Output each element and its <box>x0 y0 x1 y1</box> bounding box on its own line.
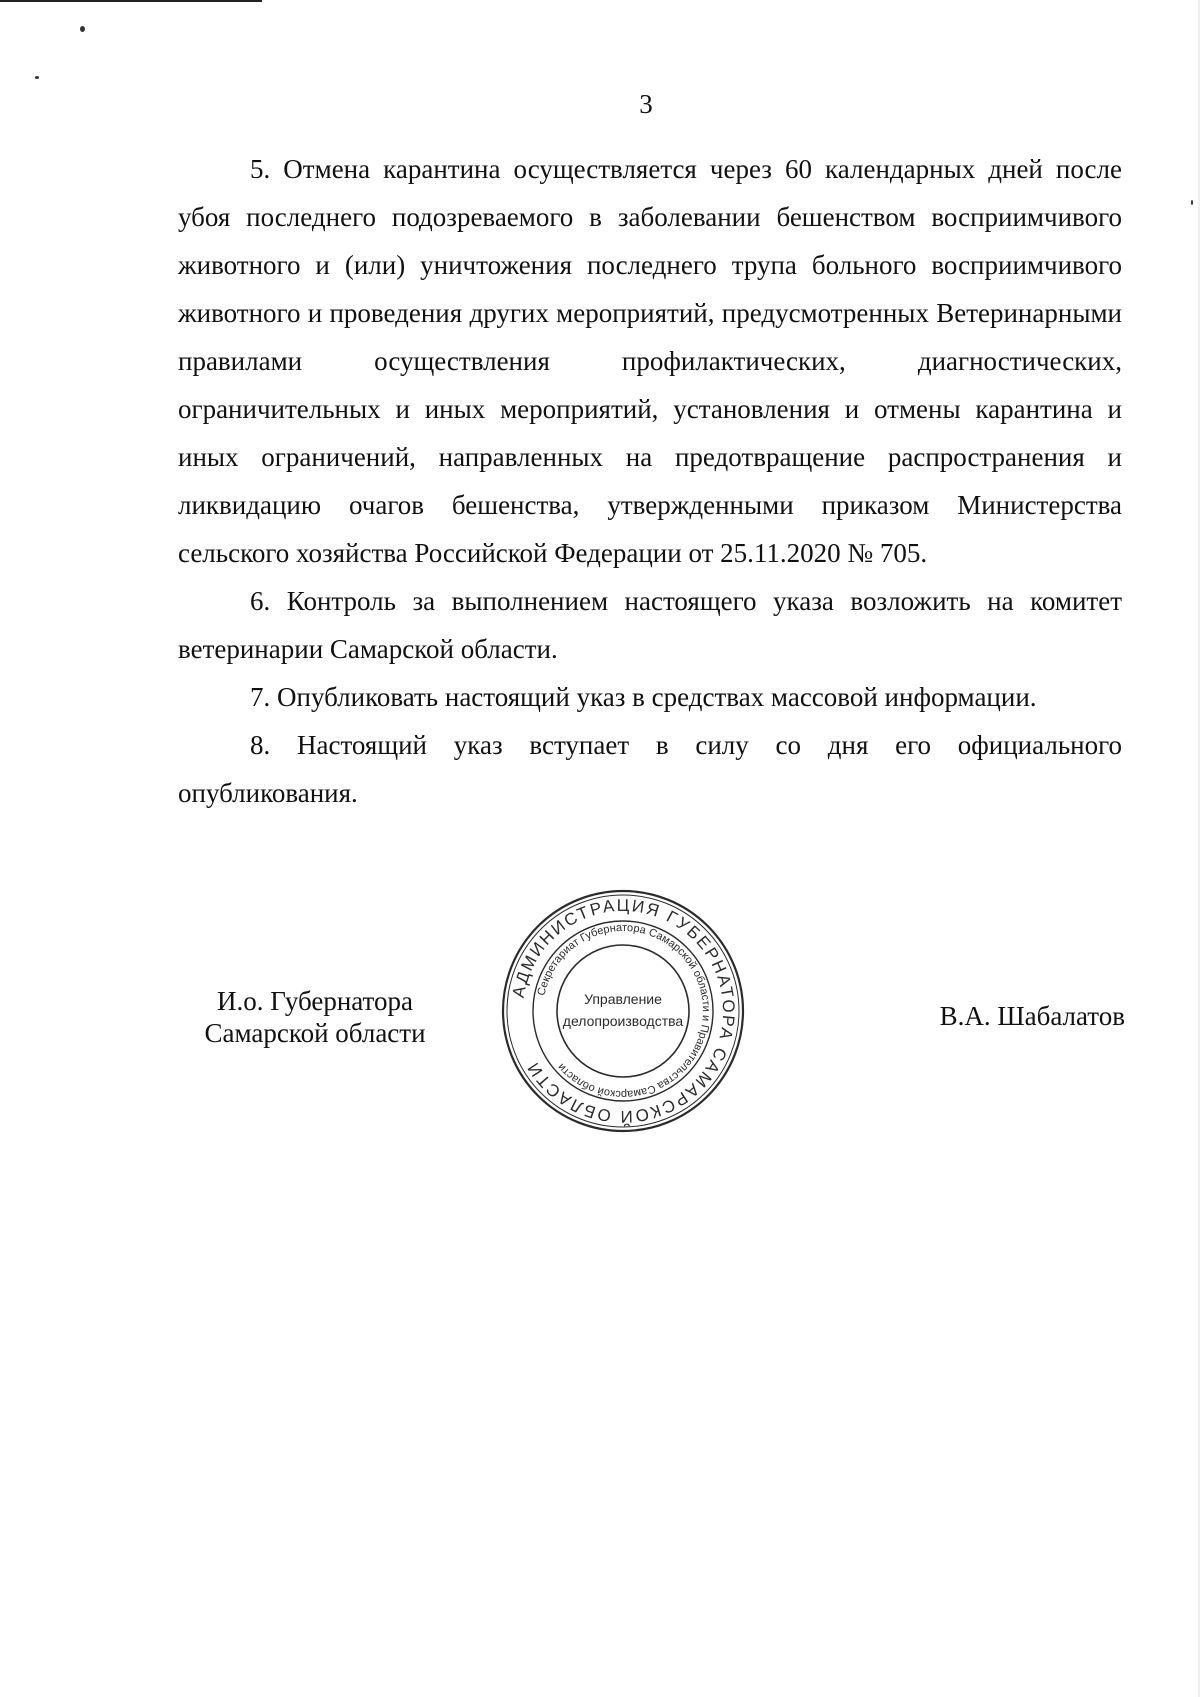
seal-outer-text: АДМИНИСТРАЦИЯ ГУБЕРНАТОРА САМАРСКОЙ ОБЛАСТИ <box>508 895 739 1127</box>
scan-border-top <box>0 0 262 2</box>
paragraph-6: 6. Контроль за выполнением настоящего указа возложить на комитет ветеринарии Самарской области. <box>178 586 1122 664</box>
signatory-title <box>190 985 440 1049</box>
document-body <box>178 145 1122 817</box>
signatory-name: В.А. Шабалатов <box>939 1001 1125 1031</box>
scan-speck <box>1191 200 1193 205</box>
page-number: 3 <box>639 89 653 119</box>
scan-speck <box>35 76 39 79</box>
seal-center-line-1: Управление <box>584 991 662 1007</box>
scan-speck <box>80 26 85 32</box>
seal-graphic <box>500 888 746 1134</box>
seal-center-line-2: делопроизводства <box>562 1013 684 1029</box>
signatory-title-line-1: И.о. Губернатора <box>216 986 413 1016</box>
seal-middle-ring <box>533 921 713 1101</box>
paragraph-5: 5. Отмена карантина осуществляется через 60 календарных дней после убоя последнего подозреваемого в заболевании бешенством восприимчивого животного и (или) уничтожения последнего трупа больного восприимчивого животного и проведения других мероприятий, предусмотренных Ветеринарными правилами осуществления профилактических, диагностических, ограничительных и иных мероприятий, установления и отмены карантина и иных ограничений, направленных на предотвращение распространения и ликвидацию очагов бешенства, утвержденными приказом Министерства сельского хозяйства Российской Федерации от 25.11.2020 № 705. <box>178 154 1122 568</box>
official-seal <box>500 888 746 1134</box>
signature-block <box>0 880 1200 1140</box>
seal-inner-ring <box>557 945 689 1077</box>
paragraph-8: 8. Настоящий указ вступает в силу со дня его официального опубликования. <box>178 730 1122 808</box>
signatory-title-line-2: Самарской области <box>204 1018 426 1048</box>
paragraph-7: 7. Опубликовать настоящий указ в средствах массовой информации. <box>250 682 1037 712</box>
seal-inner-text: Секретариат Губернатора Самарской области и Правительства Самарской области <box>535 921 713 1101</box>
